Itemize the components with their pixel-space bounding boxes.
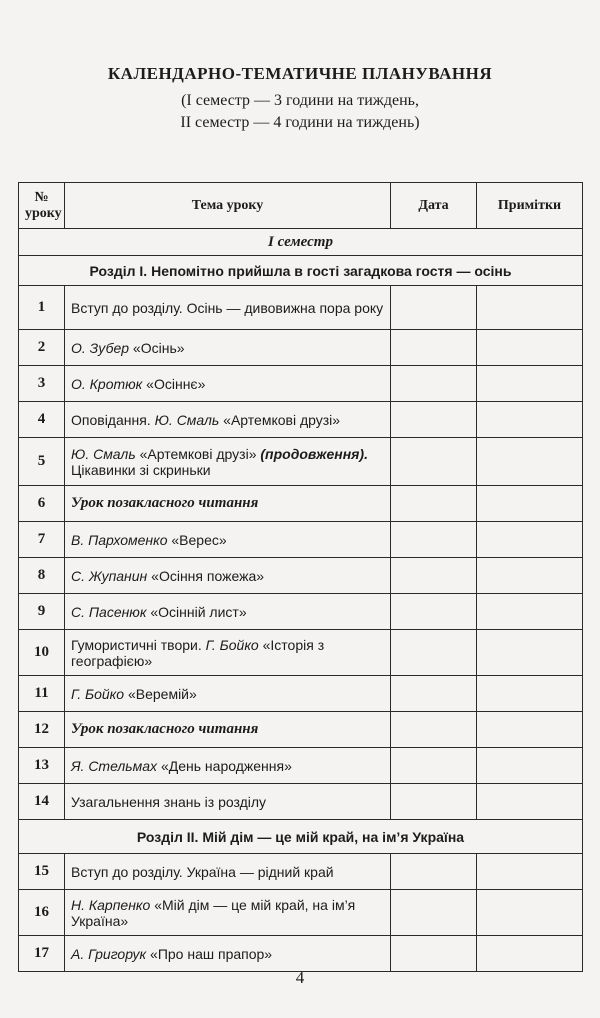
table-row	[19, 784, 583, 820]
lesson-number: 15	[19, 854, 65, 890]
lesson-topic: Вступ до розділу. Осінь — дивовижна пора року	[65, 286, 391, 330]
lesson-notes	[477, 366, 583, 402]
lesson-notes	[477, 558, 583, 594]
lesson-topic: Г. Бойко «Веремій»	[65, 676, 391, 712]
section-row-2	[19, 820, 583, 854]
lesson-number: 14	[19, 784, 65, 820]
lesson-number: 11	[19, 676, 65, 712]
subtitle-line-1: (І семестр — 3 години на тиждень,	[181, 92, 419, 109]
lesson-number: 13	[19, 748, 65, 784]
lesson-date	[391, 784, 477, 820]
lesson-notes	[477, 676, 583, 712]
lesson-date	[391, 402, 477, 438]
table-row	[19, 594, 583, 630]
page-number: 4	[295, 968, 305, 987]
table-row	[19, 286, 583, 330]
header-date: Дата	[391, 183, 477, 229]
lesson-topic: Гумористичні твори. Г. Бойко «Історія з географією»	[65, 630, 391, 676]
lesson-number: 8	[19, 558, 65, 594]
section-label-1: Розділ І. Непомітно прийшла в гості загадкова гостя — осінь	[19, 256, 583, 286]
author-name: Г. Бойко	[205, 636, 259, 653]
table-row	[19, 486, 583, 522]
table-header-row	[19, 183, 583, 229]
lesson-date	[391, 854, 477, 890]
lesson-date	[391, 630, 477, 676]
table-row	[19, 748, 583, 784]
lesson-notes	[477, 330, 583, 366]
lesson-topic: Урок позакласного читання	[65, 486, 391, 522]
lesson-date	[391, 522, 477, 558]
lesson-topic: О. Зубер «Осінь»	[65, 330, 391, 366]
table-row	[19, 712, 583, 748]
lesson-topic: Я. Стельмах «День народження»	[65, 748, 391, 784]
table-row	[19, 890, 583, 936]
table-row	[19, 676, 583, 712]
author-name: Ю. Смаль	[154, 411, 220, 428]
lesson-notes	[477, 854, 583, 890]
lesson-topic: Узагальнення знань із розділу	[65, 784, 391, 820]
lesson-notes	[477, 630, 583, 676]
lesson-notes	[477, 522, 583, 558]
lesson-topic: Урок позакласного читання	[65, 712, 391, 748]
lesson-number: 9	[19, 594, 65, 630]
page-title: КАЛЕНДАРНО-ТЕМАТИЧНЕ ПЛАНУВАННЯ	[107, 64, 493, 83]
lesson-date	[391, 936, 477, 972]
lesson-date	[391, 330, 477, 366]
table-row	[19, 402, 583, 438]
lesson-date	[391, 890, 477, 936]
lesson-notes	[477, 594, 583, 630]
lesson-date	[391, 366, 477, 402]
table-row	[19, 522, 583, 558]
lesson-topic: Ю. Смаль «Артемкові друзі» (продовження). Цікавинки зі скриньки	[65, 438, 391, 486]
lesson-notes	[477, 286, 583, 330]
lesson-notes	[477, 712, 583, 748]
lesson-notes	[477, 438, 583, 486]
lesson-date	[391, 676, 477, 712]
lesson-topic: Н. Карпенко «Мій дім — це мій край, на ім’я Україна»	[65, 890, 391, 936]
lesson-notes	[477, 486, 583, 522]
author-name: А. Григорук	[71, 945, 147, 962]
table-row	[19, 438, 583, 486]
lesson-number: 7	[19, 522, 65, 558]
author-name: О. Зубер	[71, 339, 130, 356]
author-name: Я. Стельмах	[71, 757, 158, 774]
table-row	[19, 558, 583, 594]
author-name: В. Пархоменко	[71, 531, 168, 548]
lesson-number: 6	[19, 486, 65, 522]
semester-row	[19, 229, 583, 256]
lesson-number: 17	[19, 936, 65, 972]
author-name: С. Пасенюк	[71, 603, 147, 620]
author-name: Ю. Смаль	[71, 445, 136, 462]
table-row	[19, 854, 583, 890]
lesson-notes	[477, 936, 583, 972]
lesson-notes	[477, 784, 583, 820]
author-name: Г. Бойко	[71, 685, 125, 702]
table-row	[19, 366, 583, 402]
lesson-topic: С. Жупанин «Осіння пожежа»	[65, 558, 391, 594]
subtitle-line-2: ІІ семестр — 4 години на тиждень)	[180, 114, 420, 131]
lesson-topic: Вступ до розділу. Україна — рідний край	[65, 854, 391, 890]
header-notes: Примітки	[477, 183, 583, 229]
table-row	[19, 330, 583, 366]
lesson-number: 10	[19, 630, 65, 676]
lesson-number: 4	[19, 402, 65, 438]
lesson-date	[391, 594, 477, 630]
lesson-topic: Оповідання. Ю. Смаль «Артемкові друзі»	[65, 402, 391, 438]
lesson-notes	[477, 402, 583, 438]
table-row	[19, 936, 583, 972]
continuation-note: (продовження).	[260, 445, 368, 462]
lesson-date	[391, 558, 477, 594]
author-name: О. Кротюк	[71, 375, 143, 392]
section-row-1	[19, 256, 583, 286]
lesson-number: 5	[19, 438, 65, 486]
lesson-date	[391, 286, 477, 330]
header-topic: Тема уроку	[65, 183, 391, 229]
lesson-number: 1	[19, 286, 65, 330]
table-row	[19, 630, 583, 676]
lesson-notes	[477, 890, 583, 936]
lesson-number: 16	[19, 890, 65, 936]
lesson-topic: О. Кротюк «Осіннє»	[65, 366, 391, 402]
lesson-date	[391, 748, 477, 784]
section-label-2: Розділ ІІ. Мій дім — це мій край, на ім’я Україна	[19, 820, 583, 854]
author-name: С. Жупанин	[71, 567, 148, 584]
lesson-number: 12	[19, 712, 65, 748]
lesson-number: 2	[19, 330, 65, 366]
lesson-date	[391, 486, 477, 522]
lesson-number: 3	[19, 366, 65, 402]
lesson-topic: В. Пархоменко «Верес»	[65, 522, 391, 558]
lesson-topic: А. Григорук «Про наш прапор»	[65, 936, 391, 972]
lesson-date	[391, 712, 477, 748]
lesson-date	[391, 438, 477, 486]
author-name: Н. Карпенко	[71, 896, 151, 913]
lesson-notes	[477, 748, 583, 784]
lesson-topic: С. Пасенюк «Осінній лист»	[65, 594, 391, 630]
header-number: № уроку	[19, 183, 65, 229]
plan-table	[18, 182, 583, 972]
semester-label: І семестр	[19, 229, 583, 256]
